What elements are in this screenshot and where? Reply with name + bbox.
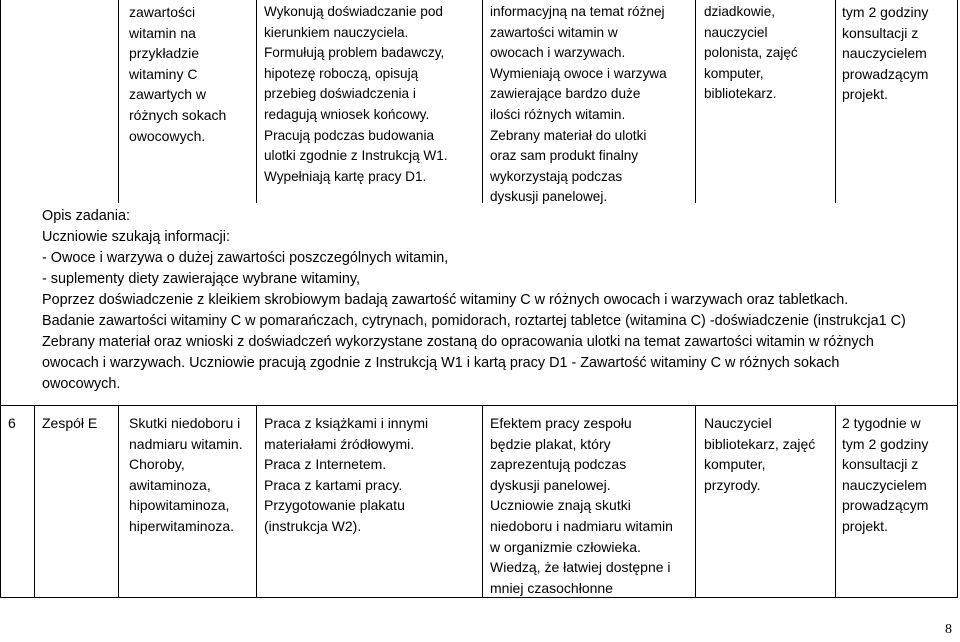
col-divider [34, 405, 35, 598]
col-divider [835, 0, 836, 203]
row-time: 2 tygodnie w tym 2 godziny konsultacji z nauczycielem prowadzącym projekt. [842, 415, 929, 534]
table-border-left [0, 0, 1, 598]
table-border-right [957, 0, 958, 598]
row-methods: Praca z książkami i innymi materiałami źródłowymi. Praca z Internetem. Praca z kartami pracy. Przygotowanie plakatu (instrukcja W2). [264, 415, 429, 534]
page-number: 8 [945, 622, 952, 637]
row-number: 6 [8, 415, 16, 431]
cell-topic-continued: zawartości witamin na przykładzie witaminy C zawartych w różnych sokach owocowych. [129, 4, 227, 144]
col-divider [118, 405, 119, 598]
cell-time-continued: tym 2 godziny konsultacji z nauczycielem prowadzącym projekt. [842, 4, 929, 103]
col-divider [695, 0, 696, 203]
table-border-bottom [0, 597, 958, 598]
col-divider [482, 405, 483, 598]
row-helpers: Nauczyciel bibliotekarz, zajęć komputer, przyrody. [704, 415, 816, 493]
col-divider [118, 0, 119, 203]
col-divider [835, 405, 836, 598]
col-divider [256, 405, 257, 598]
cell-methods-continued: Wykonują doświadczanie pod kierunkiem nauczyciela. Formułują problem badawczy, hipotezę roboczą, opisują przebieg doświadczenia i redagują wniosek końcowy. Pracują podczas budowania ulotki zgodnie z Instrukcją W1. Wypełniają kartę pracy D1. [264, 4, 448, 184]
col-divider [256, 0, 257, 203]
task-description: Opis zadania: Uczniowie szukają informacji: - Owoce i warzywa o dużej zawartości poszczególnych witamin, - suplementy diety zawierające wybrane witaminy, Poprzez doświadczenie z kleikiem skrobiowym badają zawartość witaminy C w różnych owocach i warzywach oraz tabletkach. Badanie zawartości witaminy C w pomarańczach, cytrynach, pomidorach, roztartej tabletce (witamina C) -doświadczenie (instrukcja1 C) Zebrany materiał oraz wnioski z doświadczeń wykorzystane zostaną do opracowania ulotki na temat zawartości witamin w różnych owocach i warzywach. Uczniowie pracują zgodnie z Instrukcją W1 i kartą pracy D1 - Zawartość witaminy C w różnych sokach owocowych. [42, 208, 906, 392]
team-name: Zespół E [42, 415, 98, 431]
row-effects: Efektem pracy zespołu będzie plakat, który zaprezentują podczas dyskusji panelowej. Uczniowie znają skutki niedoboru i nadmiaru witamin w organizmie człowieka. Wiedzą, że łatwiej dostępne i mniej czasochłonne [490, 415, 673, 596]
cell-effects-continued: informacyjną na temat różnej zawartości witamin w owocach i warzywach. Wymieniają owoce i warzywa zawierające bardzo duże ilości różnych witamin. Zebrany materiał do ulotki oraz sam produkt finalny wykorzystają podczas dyskusji panelowej. [490, 4, 667, 205]
row-divider [0, 405, 958, 406]
cell-helpers-continued: dziadkowie, nauczyciel polonista, zajęć komputer, bibliotekarz. [704, 4, 798, 102]
col-divider [482, 0, 483, 203]
row-topic: Skutki niedoboru i nadmiaru witamin. Choroby, awitaminoza, hipowitaminoza, hiperwitaminoza. [129, 415, 243, 534]
col-divider [695, 405, 696, 598]
